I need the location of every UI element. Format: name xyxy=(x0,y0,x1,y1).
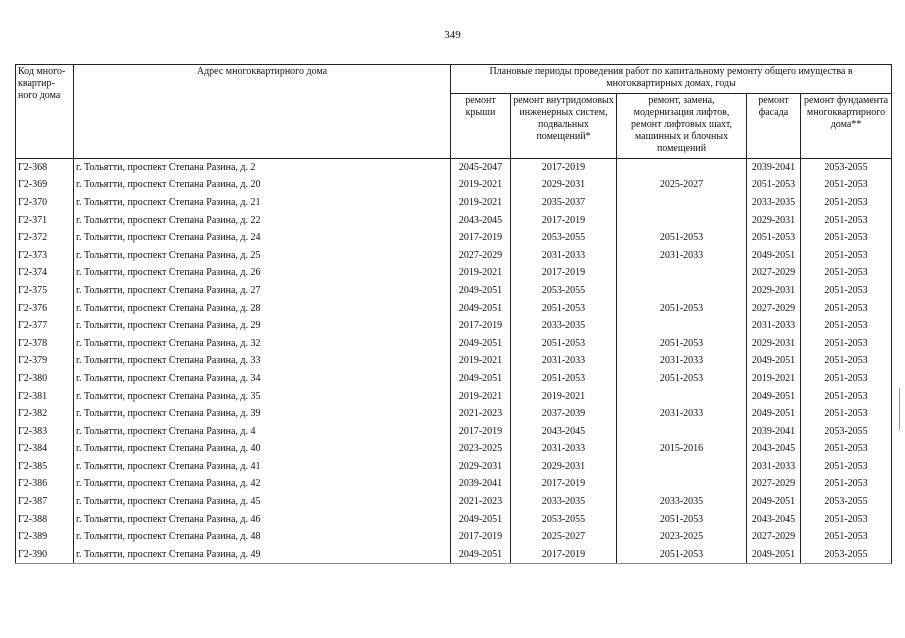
cell-building-code: Г2-372 xyxy=(16,229,74,247)
table-row xyxy=(16,229,892,247)
cell-systems-period: 2029-2031 xyxy=(511,176,617,194)
cell-systems-period: 2051-2053 xyxy=(511,334,617,352)
header-building-code: Код много-квартир-ного дома xyxy=(16,65,74,159)
cell-elevator-period xyxy=(617,159,747,177)
cell-foundation-period: 2053-2055 xyxy=(801,546,892,564)
cell-address: г. Тольятти, проспект Степана Разина, д. 28 xyxy=(74,299,451,317)
cell-foundation-period: 2051-2053 xyxy=(801,194,892,212)
cell-roof-period: 2017-2019 xyxy=(451,422,511,440)
header-planned-periods: Плановые периоды проведения работ по капитальному ремонту общего имущества в многоквартирных домах, годы xyxy=(451,65,892,94)
cell-address: г. Тольятти, проспект Степана Разина, д. 27 xyxy=(74,282,451,300)
table-row xyxy=(16,264,892,282)
cell-facade-period: 2027-2029 xyxy=(747,475,801,493)
cell-building-code: Г2-374 xyxy=(16,264,74,282)
cell-roof-period: 2019-2021 xyxy=(451,264,511,282)
cell-facade-period: 2049-2051 xyxy=(747,546,801,564)
cell-elevator-period xyxy=(617,264,747,282)
cell-roof-period: 2027-2029 xyxy=(451,246,511,264)
header-roof-repair: ремонт крыши xyxy=(451,94,511,159)
cell-foundation-period: 2051-2053 xyxy=(801,246,892,264)
cell-systems-period: 2053-2055 xyxy=(511,510,617,528)
table-row xyxy=(16,299,892,317)
cell-roof-period: 2049-2051 xyxy=(451,299,511,317)
cell-foundation-period: 2051-2053 xyxy=(801,440,892,458)
cell-systems-period: 2053-2055 xyxy=(511,282,617,300)
cell-roof-period: 2019-2021 xyxy=(451,387,511,405)
cell-roof-period: 2019-2021 xyxy=(451,176,511,194)
cell-roof-period: 2043-2045 xyxy=(451,211,511,229)
cell-building-code: Г2-370 xyxy=(16,194,74,212)
cell-systems-period: 2029-2031 xyxy=(511,458,617,476)
table-row xyxy=(16,493,892,511)
table-row xyxy=(16,370,892,388)
cell-building-code: Г2-389 xyxy=(16,528,74,546)
cell-address: г. Тольятти, проспект Степана Разина, д. 42 xyxy=(74,475,451,493)
cell-foundation-period: 2051-2053 xyxy=(801,510,892,528)
cell-foundation-period: 2051-2053 xyxy=(801,176,892,194)
cell-systems-period: 2051-2053 xyxy=(511,370,617,388)
cell-foundation-period: 2051-2053 xyxy=(801,282,892,300)
cell-roof-period: 2049-2051 xyxy=(451,334,511,352)
cell-address: г. Тольятти, проспект Степана Разина, д. 24 xyxy=(74,229,451,247)
cell-building-code: Г2-369 xyxy=(16,176,74,194)
cell-foundation-period: 2051-2053 xyxy=(801,405,892,423)
table-row xyxy=(16,475,892,493)
cell-foundation-period: 2051-2053 xyxy=(801,458,892,476)
cell-foundation-period: 2053-2055 xyxy=(801,159,892,177)
cell-address: г. Тольятти, проспект Степана Разина, д. 4 xyxy=(74,422,451,440)
header-foundation-repair: ремонт фундамента многоквартирного дома** xyxy=(801,94,892,159)
cell-systems-period: 2031-2033 xyxy=(511,246,617,264)
cell-systems-period: 2051-2053 xyxy=(511,299,617,317)
cell-systems-period: 2019-2021 xyxy=(511,387,617,405)
table-row xyxy=(16,159,892,177)
cell-building-code: Г2-385 xyxy=(16,458,74,476)
table-row xyxy=(16,176,892,194)
cell-systems-period: 2017-2019 xyxy=(511,475,617,493)
cell-building-code: Г2-377 xyxy=(16,317,74,335)
cell-systems-period: 2033-2035 xyxy=(511,493,617,511)
cell-elevator-period: 2031-2033 xyxy=(617,352,747,370)
cell-facade-period: 2027-2029 xyxy=(747,528,801,546)
cell-address: г. Тольятти, проспект Степана Разина, д. 33 xyxy=(74,352,451,370)
cell-systems-period: 2025-2027 xyxy=(511,528,617,546)
cell-building-code: Г2-368 xyxy=(16,159,74,177)
cell-elevator-period xyxy=(617,475,747,493)
cell-address: г. Тольятти, проспект Степана Разина, д. 46 xyxy=(74,510,451,528)
cell-foundation-period: 2051-2053 xyxy=(801,264,892,282)
cell-facade-period: 2043-2045 xyxy=(747,440,801,458)
cell-facade-period: 2051-2053 xyxy=(747,229,801,247)
cell-facade-period: 2031-2033 xyxy=(747,458,801,476)
scan-mark xyxy=(899,388,900,430)
table-row xyxy=(16,422,892,440)
cell-address: г. Тольятти, проспект Степана Разина, д. 41 xyxy=(74,458,451,476)
cell-foundation-period: 2051-2053 xyxy=(801,334,892,352)
cell-foundation-period: 2051-2053 xyxy=(801,299,892,317)
cell-facade-period: 2049-2051 xyxy=(747,387,801,405)
cell-building-code: Г2-371 xyxy=(16,211,74,229)
cell-facade-period: 2049-2051 xyxy=(747,405,801,423)
cell-foundation-period: 2051-2053 xyxy=(801,370,892,388)
cell-foundation-period: 2051-2053 xyxy=(801,387,892,405)
cell-elevator-period: 2051-2053 xyxy=(617,229,747,247)
cell-elevator-period: 2051-2053 xyxy=(617,510,747,528)
cell-systems-period: 2017-2019 xyxy=(511,264,617,282)
cell-facade-period: 2019-2021 xyxy=(747,370,801,388)
cell-roof-period: 2049-2051 xyxy=(451,282,511,300)
table-row xyxy=(16,458,892,476)
cell-address: г. Тольятти, проспект Степана Разина, д. 35 xyxy=(74,387,451,405)
cell-foundation-period: 2051-2053 xyxy=(801,528,892,546)
cell-foundation-period: 2051-2053 xyxy=(801,352,892,370)
cell-building-code: Г2-387 xyxy=(16,493,74,511)
cell-foundation-period: 2051-2053 xyxy=(801,317,892,335)
cell-building-code: Г2-375 xyxy=(16,282,74,300)
cell-facade-period: 2051-2053 xyxy=(747,176,801,194)
cell-facade-period: 2049-2051 xyxy=(747,352,801,370)
cell-facade-period: 2027-2029 xyxy=(747,264,801,282)
cell-systems-period: 2017-2019 xyxy=(511,211,617,229)
cell-elevator-period: 2025-2027 xyxy=(617,176,747,194)
cell-address: г. Тольятти, проспект Степана Разина, д. 45 xyxy=(74,493,451,511)
cell-systems-period: 2043-2045 xyxy=(511,422,617,440)
header-engineering-systems: ремонт внутридомовых инженерных систем, подвальных помещений* xyxy=(511,94,617,159)
table-row xyxy=(16,528,892,546)
cell-facade-period: 2033-2035 xyxy=(747,194,801,212)
cell-building-code: Г2-381 xyxy=(16,387,74,405)
header-elevator-repair: ремонт, замена, модернизация лифтов, ремонт лифтовых шахт, машинных и блочных помещений xyxy=(617,94,747,159)
cell-elevator-period: 2015-2016 xyxy=(617,440,747,458)
cell-building-code: Г2-376 xyxy=(16,299,74,317)
cell-elevator-period xyxy=(617,422,747,440)
cell-building-code: Г2-373 xyxy=(16,246,74,264)
cell-systems-period: 2017-2019 xyxy=(511,159,617,177)
cell-elevator-period: 2051-2053 xyxy=(617,299,747,317)
cell-facade-period: 2049-2051 xyxy=(747,246,801,264)
table-row xyxy=(16,352,892,370)
cell-roof-period: 2021-2023 xyxy=(451,405,511,423)
cell-address: г. Тольятти, проспект Степана Разина, д. 32 xyxy=(74,334,451,352)
table-row xyxy=(16,211,892,229)
cell-facade-period: 2031-2033 xyxy=(747,317,801,335)
cell-building-code: Г2-380 xyxy=(16,370,74,388)
cell-elevator-period xyxy=(617,211,747,229)
cell-building-code: Г2-390 xyxy=(16,546,74,564)
cell-elevator-period: 2051-2053 xyxy=(617,334,747,352)
cell-roof-period: 2019-2021 xyxy=(451,194,511,212)
cell-address: г. Тольятти, проспект Степана Разина, д. 20 xyxy=(74,176,451,194)
cell-systems-period: 2017-2019 xyxy=(511,546,617,564)
cell-address: г. Тольятти, проспект Степана Разина, д. 40 xyxy=(74,440,451,458)
cell-address: г. Тольятти, проспект Степана Разина, д. 39 xyxy=(74,405,451,423)
table-row xyxy=(16,194,892,212)
cell-systems-period: 2031-2033 xyxy=(511,352,617,370)
cell-roof-period: 2029-2031 xyxy=(451,458,511,476)
cell-facade-period: 2049-2051 xyxy=(747,493,801,511)
cell-address: г. Тольятти, проспект Степана Разина, д. 22 xyxy=(74,211,451,229)
cell-foundation-period: 2051-2053 xyxy=(801,229,892,247)
cell-elevator-period xyxy=(617,387,747,405)
cell-elevator-period: 2031-2033 xyxy=(617,246,747,264)
table-row xyxy=(16,405,892,423)
page-number: 349 xyxy=(444,29,461,41)
cell-elevator-period xyxy=(617,317,747,335)
cell-roof-period: 2039-2041 xyxy=(451,475,511,493)
cell-roof-period: 2049-2051 xyxy=(451,546,511,564)
cell-foundation-period: 2051-2053 xyxy=(801,211,892,229)
repair-schedule-table xyxy=(15,64,892,564)
cell-roof-period: 2017-2019 xyxy=(451,229,511,247)
table-row xyxy=(16,317,892,335)
cell-systems-period: 2031-2033 xyxy=(511,440,617,458)
cell-roof-period: 2021-2023 xyxy=(451,493,511,511)
cell-building-code: Г2-388 xyxy=(16,510,74,528)
cell-elevator-period xyxy=(617,282,747,300)
table-row xyxy=(16,246,892,264)
cell-elevator-period xyxy=(617,194,747,212)
cell-address: г. Тольятти, проспект Степана Разина, д. 29 xyxy=(74,317,451,335)
cell-building-code: Г2-384 xyxy=(16,440,74,458)
cell-facade-period: 2039-2041 xyxy=(747,422,801,440)
cell-roof-period: 2049-2051 xyxy=(451,510,511,528)
header-address: Адрес многоквартирного дома xyxy=(74,65,451,159)
cell-building-code: Г2-383 xyxy=(16,422,74,440)
table-row xyxy=(16,546,892,564)
table-row xyxy=(16,334,892,352)
cell-address: г. Тольятти, проспект Степана Разина, д. 34 xyxy=(74,370,451,388)
cell-roof-period: 2023-2025 xyxy=(451,440,511,458)
table-row xyxy=(16,510,892,528)
cell-foundation-period: 2053-2055 xyxy=(801,493,892,511)
table-row xyxy=(16,387,892,405)
cell-facade-period: 2029-2031 xyxy=(747,282,801,300)
cell-elevator-period: 2023-2025 xyxy=(617,528,747,546)
cell-systems-period: 2053-2055 xyxy=(511,229,617,247)
cell-address: г. Тольятти, проспект Степана Разина, д. 21 xyxy=(74,194,451,212)
cell-roof-period: 2017-2019 xyxy=(451,317,511,335)
cell-elevator-period: 2051-2053 xyxy=(617,370,747,388)
table-row xyxy=(16,282,892,300)
cell-address: г. Тольятти, проспект Степана Разина, д. 26 xyxy=(74,264,451,282)
cell-foundation-period: 2051-2053 xyxy=(801,475,892,493)
cell-facade-period: 2027-2029 xyxy=(747,299,801,317)
cell-building-code: Г2-379 xyxy=(16,352,74,370)
cell-systems-period: 2035-2037 xyxy=(511,194,617,212)
cell-elevator-period: 2031-2033 xyxy=(617,405,747,423)
cell-facade-period: 2029-2031 xyxy=(747,211,801,229)
cell-address: г. Тольятти, проспект Степана Разина, д. 2 xyxy=(74,159,451,177)
table-row xyxy=(16,440,892,458)
cell-facade-period: 2043-2045 xyxy=(747,510,801,528)
cell-systems-period: 2033-2035 xyxy=(511,317,617,335)
cell-facade-period: 2039-2041 xyxy=(747,159,801,177)
cell-building-code: Г2-382 xyxy=(16,405,74,423)
cell-roof-period: 2017-2019 xyxy=(451,528,511,546)
cell-address: г. Тольятти, проспект Степана Разина, д. 48 xyxy=(74,528,451,546)
cell-systems-period: 2037-2039 xyxy=(511,405,617,423)
cell-address: г. Тольятти, проспект Степана Разина, д. 49 xyxy=(74,546,451,564)
cell-roof-period: 2019-2021 xyxy=(451,352,511,370)
cell-address: г. Тольятти, проспект Степана Разина, д. 25 xyxy=(74,246,451,264)
cell-roof-period: 2049-2051 xyxy=(451,370,511,388)
cell-building-code: Г2-378 xyxy=(16,334,74,352)
cell-elevator-period xyxy=(617,458,747,476)
cell-foundation-period: 2053-2055 xyxy=(801,422,892,440)
cell-elevator-period: 2051-2053 xyxy=(617,546,747,564)
cell-building-code: Г2-386 xyxy=(16,475,74,493)
cell-facade-period: 2029-2031 xyxy=(747,334,801,352)
cell-elevator-period: 2033-2035 xyxy=(617,493,747,511)
cell-roof-period: 2045-2047 xyxy=(451,159,511,177)
header-facade-repair: ремонт фасада xyxy=(747,94,801,159)
